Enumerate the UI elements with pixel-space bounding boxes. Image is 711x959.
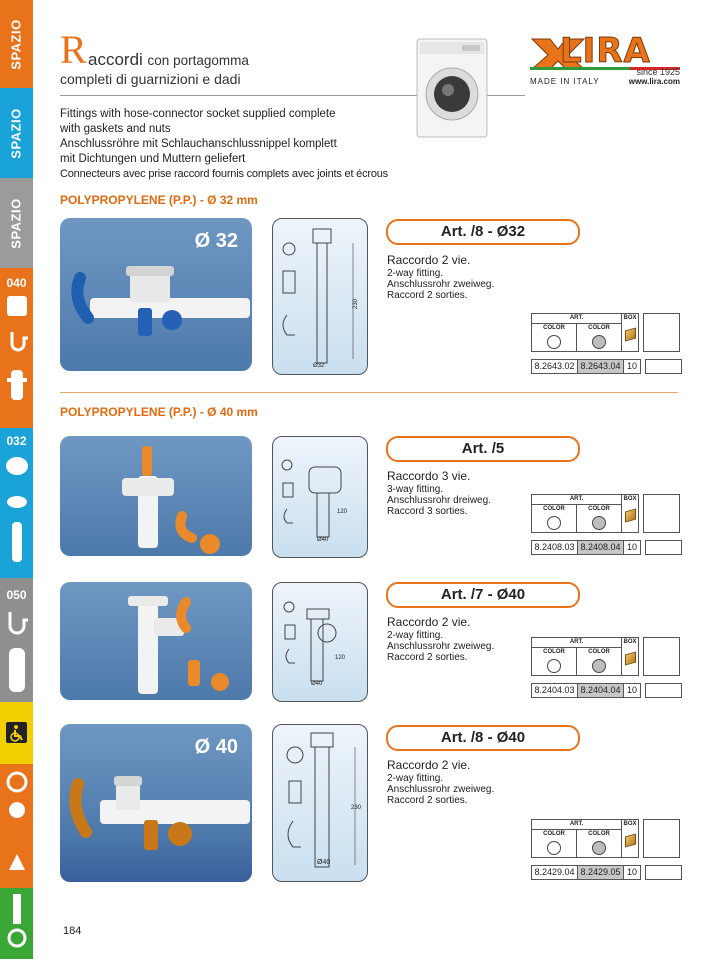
drain-icon: [3, 770, 31, 882]
empty-box: [643, 494, 680, 533]
code-grey: 8.2429.05: [577, 865, 624, 880]
drawing-illustration: [273, 725, 367, 881]
lira-logo[interactable]: [530, 31, 680, 87]
code-white: 8.2408.03: [531, 540, 578, 555]
product-desc-line: 2-way fitting.: [387, 268, 444, 279]
wheelchair-icon: [6, 722, 27, 743]
article-label: Art. /7 - Ø40: [386, 582, 580, 608]
empty-box: [643, 313, 680, 352]
color-label: COLOR: [588, 325, 610, 331]
art-header: ART.: [532, 638, 622, 648]
color-swatch-white: [547, 516, 561, 530]
color-grid: [531, 637, 639, 676]
description-block: [60, 107, 388, 182]
dimension-diameter: Ø40: [317, 859, 331, 866]
product-desc-line: Anschlussrohr zweiweg.: [387, 641, 495, 652]
page-subtitle: completi di guarnizioni e dadi: [60, 71, 241, 87]
made-in-italy: MADE IN ITALY: [530, 77, 600, 86]
description-line: Fittings with hose-connector socket supplied complete: [60, 108, 336, 120]
sidebar-tab-label: SPAZIO: [9, 107, 24, 159]
category-sidebar: [0, 0, 33, 959]
sidebar-code-040: 040: [6, 276, 27, 290]
dimension-height: 230: [351, 805, 362, 811]
box-label: BOX: [623, 315, 637, 321]
box-quantity: 10: [623, 540, 641, 555]
product-desc-line: Anschlussrohr zweiweg.: [387, 279, 495, 290]
color-swatch-grey: [592, 335, 606, 349]
box-label: BOX: [623, 496, 637, 502]
color-label: COLOR: [588, 649, 610, 655]
product-description: [387, 758, 494, 806]
box-icon: [625, 328, 636, 342]
art-header: ART.: [532, 820, 622, 830]
color-label: COLOR: [588, 831, 610, 837]
photo-diameter-label: Ø 40: [194, 736, 238, 758]
fitting-photo-illustration: [60, 218, 252, 371]
color-label: COLOR: [588, 506, 610, 512]
product-description: [387, 469, 491, 517]
code-grey: 8.2643.04: [577, 359, 624, 374]
photo-diameter-label: Ø 32: [194, 230, 238, 252]
lira-brand: LIRA: [560, 31, 651, 71]
code-row: [531, 865, 681, 880]
code-row: [531, 359, 681, 374]
product-name: Raccordo 2 vie.: [387, 253, 471, 267]
section-title-32mm: POLYPROPYLENE (P.P.) - Ø 32 mm: [60, 193, 258, 207]
technical-drawing: [272, 218, 368, 375]
product-desc-line: 3-way fitting.: [387, 484, 444, 495]
dimension-height: 120: [337, 509, 348, 515]
product-desc-line: 2-way fitting.: [387, 773, 444, 784]
technical-drawing: [272, 724, 368, 882]
empty-box: [643, 819, 680, 858]
code-row: [531, 540, 681, 555]
color-swatch-white: [547, 335, 561, 349]
product-name: Raccordo 2 vie.: [387, 758, 471, 772]
product-name: Raccordo 3 vie.: [387, 469, 471, 483]
box-quantity: 10: [623, 683, 641, 698]
product-desc-line: Raccord 3 sorties.: [387, 506, 468, 517]
art-header: ART.: [532, 495, 622, 505]
color-label: COLOR: [543, 325, 565, 331]
sidebar-code-050: 050: [6, 588, 27, 602]
technical-drawing: [272, 436, 368, 558]
color-label: COLOR: [543, 831, 565, 837]
code-white: 8.2429.04: [531, 865, 578, 880]
section-separator: [60, 392, 678, 393]
product-desc-line: Anschlussrohr dreiweg.: [387, 495, 491, 506]
product-photo: [60, 436, 252, 556]
article-label: Art. /8 - Ø32: [386, 219, 580, 245]
product-photo: [60, 724, 252, 882]
color-swatch-white: [547, 659, 561, 673]
code-row: [531, 683, 681, 698]
code-white: 8.2643.02: [531, 359, 578, 374]
dimension-height: 120: [335, 655, 346, 661]
art-header: ART.: [532, 314, 622, 324]
fitting-photo-illustration: [60, 724, 252, 882]
code-white: 8.2404.03: [531, 683, 578, 698]
box-label: BOX: [623, 639, 637, 645]
dimension-diameter: Ø40: [317, 537, 329, 543]
color-grid: [531, 819, 639, 858]
code-grey: 8.2404.04: [577, 683, 624, 698]
page-title-suffix: con portagomma: [147, 53, 249, 68]
color-swatch-grey: [592, 659, 606, 673]
product-desc-line: Raccord 2 sorties.: [387, 290, 468, 301]
product-desc-line: 2-way fitting.: [387, 630, 444, 641]
product-photo: [60, 582, 252, 700]
technical-drawing: [272, 582, 368, 702]
washbasin-icon: [3, 452, 31, 572]
dimension-height: 230: [353, 298, 360, 310]
article-label: Art. /5: [386, 436, 580, 462]
dimension-diameter: Ø32: [313, 363, 325, 369]
color-label: COLOR: [543, 506, 565, 512]
color-grid: [531, 313, 639, 352]
page-number: 184: [63, 925, 82, 937]
product-desc-line: Raccord 2 sorties.: [387, 652, 468, 663]
product-photo: [60, 218, 252, 371]
product-name: Raccordo 2 vie.: [387, 615, 471, 629]
product-description: [387, 253, 494, 301]
description-line: Connecteurs avec prise raccord fournis complets avec joints et écrous: [60, 168, 388, 180]
box-icon: [625, 834, 636, 848]
fitting-photo-illustration: [60, 582, 252, 700]
color-swatch-grey: [592, 841, 606, 855]
page-title-initial: R: [60, 27, 87, 72]
empty-cell: [645, 359, 682, 374]
product-desc-line: Anschlussrohr zweiweg.: [387, 784, 495, 795]
description-line: with gaskets and nuts: [60, 123, 171, 135]
color-swatch-white: [547, 841, 561, 855]
code-grey: 8.2408.04: [577, 540, 624, 555]
trap-icon: [3, 604, 31, 700]
empty-cell: [645, 865, 682, 880]
fitting-photo-illustration: [60, 436, 252, 556]
sidebar-tab-label: SPAZIO: [9, 197, 24, 249]
empty-cell: [645, 540, 682, 555]
lira-website[interactable]: www.lira.com: [628, 77, 680, 86]
siphon-icon: [3, 292, 31, 422]
description-line: mit Dichtungen und Muttern geliefert: [60, 153, 246, 165]
empty-box: [643, 637, 680, 676]
color-swatch-grey: [592, 516, 606, 530]
box-icon: [625, 652, 636, 666]
product-description: [387, 615, 494, 663]
washing-machine-illustration: [416, 38, 488, 138]
box-quantity: 10: [623, 359, 641, 374]
sidebar-tab-label: SPAZIO: [9, 18, 24, 70]
section-title-40mm: POLYPROPYLENE (P.P.) - Ø 40 mm: [60, 405, 258, 419]
drawing-illustration: [273, 219, 367, 374]
color-grid: [531, 494, 639, 533]
box-label: BOX: [623, 821, 637, 827]
valve-icon: [5, 894, 29, 954]
article-label: Art. /8 - Ø40: [386, 725, 580, 751]
lira-since: since 1925: [636, 67, 680, 77]
empty-cell: [645, 683, 682, 698]
color-label: COLOR: [543, 649, 565, 655]
sidebar-code-032: 032: [6, 434, 27, 448]
page-title: accordi: [88, 50, 143, 69]
product-desc-line: Raccord 2 sorties.: [387, 795, 468, 806]
dimension-diameter: Ø40: [311, 681, 323, 687]
box-icon: [625, 509, 636, 523]
box-quantity: 10: [623, 865, 641, 880]
description-line: Anschlussröhre mit Schlauchanschlussnippel komplett: [60, 138, 337, 150]
